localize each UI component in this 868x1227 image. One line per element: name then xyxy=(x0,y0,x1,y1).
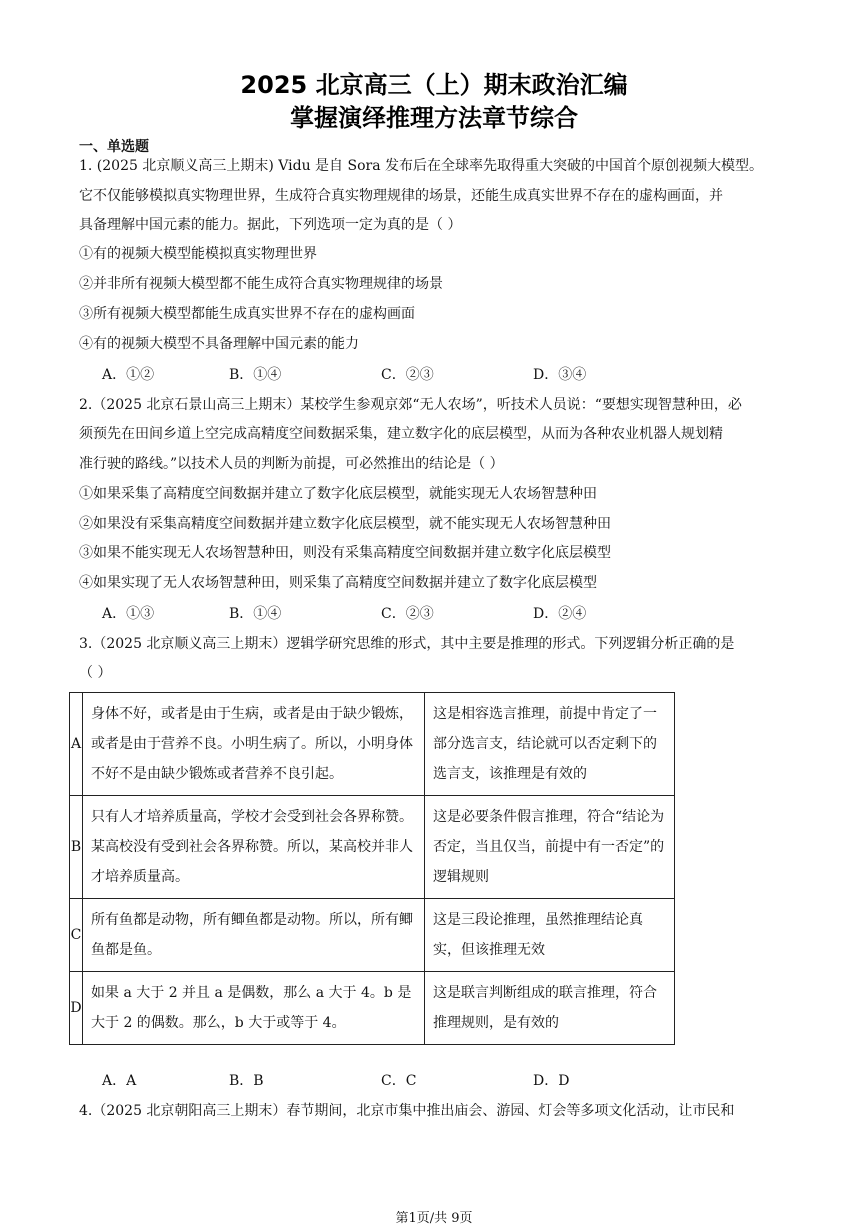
q2-item: ①如果采集了高精度空间数据并建立了数字化底层模型，就能实现无人农场智慧种田 xyxy=(79,486,597,502)
q3-option-d: D．D xyxy=(533,1073,570,1089)
reasoning-cell: 只有人才培养质量高，学校才会受到社会各界称赞。某高校没有受到社会各界称赞。所以，某高校并非人才培养质量高。 xyxy=(83,796,425,899)
q1-stem-line: 它不仅能够模拟真实物理世界，生成符合真实物理规律的场景，还能生成真实世界不存在的虚构画面，并 xyxy=(79,188,723,204)
q2-item: ③如果不能实现无人农场智慧种田，则没有采集高精度空间数据并建立数字化底层模型 xyxy=(79,545,611,561)
row-letter: C xyxy=(70,899,83,972)
q1-item: ③所有视频大模型都能生成真实世界不存在的虚构画面 xyxy=(79,306,415,322)
reasoning-cell: 身体不好，或者是由于生病，或者是由于缺少锻炼，或者是由于营养不良。小明生病了。所以，小明身体不好不是由缺少锻炼或者营养不良引起。 xyxy=(83,693,425,796)
q4-stem-line: 4.（2025 北京朝阳高三上期末）春节期间，北京市集中推出庙会、游园、灯会等多项文化活动，让市民和 xyxy=(79,1103,735,1119)
table-row xyxy=(70,693,675,796)
table-row xyxy=(70,796,675,899)
q3-stem-line: （ ） xyxy=(79,665,112,681)
q3-option-b: B．B xyxy=(229,1073,264,1089)
row-letter: A xyxy=(70,693,83,796)
reasoning-cell: 如果 a 大于 2 并且 a 是偶数，那么 a 大于 4。b 是大于 2 的偶数。那么，b 大于或等于 4。 xyxy=(83,972,425,1045)
q2-stem-line: 准行驶的路线。”以技术人员的判断为前提，可必然推出的结论是（ ） xyxy=(79,456,504,472)
q2-option-a: A．①③ xyxy=(102,606,155,622)
analysis-cell: 这是联言判断组成的联言推理，符合推理规则，是有效的 xyxy=(425,972,675,1045)
document-subtitle: 掌握演绎推理方法章节综合 xyxy=(290,104,578,132)
q1-item: ②并非所有视频大模型都不能生成符合真实物理规律的场景 xyxy=(79,276,443,292)
analysis-cell: 这是三段论推理，虽然推理结论真实，但该推理无效 xyxy=(425,899,675,972)
page-footer: 第1页/共 9页 xyxy=(395,1211,473,1226)
section-heading: 一、单选题 xyxy=(79,139,149,155)
document-title: 2025 北京高三（上）期末政治汇编 xyxy=(240,71,628,99)
q2-option-c: C．②③ xyxy=(381,606,434,622)
q1-item: ④有的视频大模型不具备理解中国元素的能力 xyxy=(79,336,359,352)
q1-stem-line: 具备理解中国元素的能力。据此，下列选项一定为真的是（ ） xyxy=(79,217,462,233)
q1-option-c: C．②③ xyxy=(381,367,434,383)
q1-option-a: A．①② xyxy=(102,367,155,383)
table-row xyxy=(70,899,675,972)
q2-stem-line: 须预先在田间乡道上空完成高精度空间数据采集，建立数字化的底层模型，从而为各种农业机器人规划精 xyxy=(79,426,723,442)
table-row xyxy=(70,972,675,1045)
q1-stem-line: 1. (2025 北京顺义高三上期末) Vidu 是自 Sora 发布后在全球率先取得重大突破的中国首个原创视频大模型。 xyxy=(79,158,763,174)
row-letter: D xyxy=(70,972,83,1045)
q3-stem-line: 3.（2025 北京顺义高三上期末）逻辑学研究思维的形式，其中主要是推理的形式。下列逻辑分析正确的是 xyxy=(79,636,735,652)
q3-option-a: A．A xyxy=(102,1073,137,1089)
q2-item: ②如果没有采集高精度空间数据并建立数字化底层模型，就不能实现无人农场智慧种田 xyxy=(79,516,611,532)
q2-item: ④如果实现了无人农场智慧种田，则采集了高精度空间数据并建立了数字化底层模型 xyxy=(79,575,597,591)
q1-option-d: D．③④ xyxy=(533,367,587,383)
q2-option-b: B．①④ xyxy=(229,606,282,622)
q1-option-b: B．①④ xyxy=(229,367,282,383)
q3-option-c: C．C xyxy=(381,1073,417,1089)
q3-analysis-table xyxy=(69,692,675,1045)
reasoning-cell: 所有鱼都是动物，所有鲫鱼都是动物。所以，所有鲫鱼都是鱼。 xyxy=(83,899,425,972)
q1-item: ①有的视频大模型能模拟真实物理世界 xyxy=(79,246,317,262)
q2-option-d: D．②④ xyxy=(533,606,587,622)
row-letter: B xyxy=(70,796,83,899)
q2-stem-line: 2.（2025 北京石景山高三上期末）某校学生参观京郊“无人农场”，听技术人员说：“要想实现智慧种田，必 xyxy=(79,397,742,413)
analysis-cell: 这是相容选言推理，前提中肯定了一部分选言支，结论就可以否定剩下的选言支，该推理是有效的 xyxy=(425,693,675,796)
analysis-cell: 这是必要条件假言推理，符合“结论为否定，当且仅当，前提中有一否定”的逻辑规则 xyxy=(425,796,675,899)
